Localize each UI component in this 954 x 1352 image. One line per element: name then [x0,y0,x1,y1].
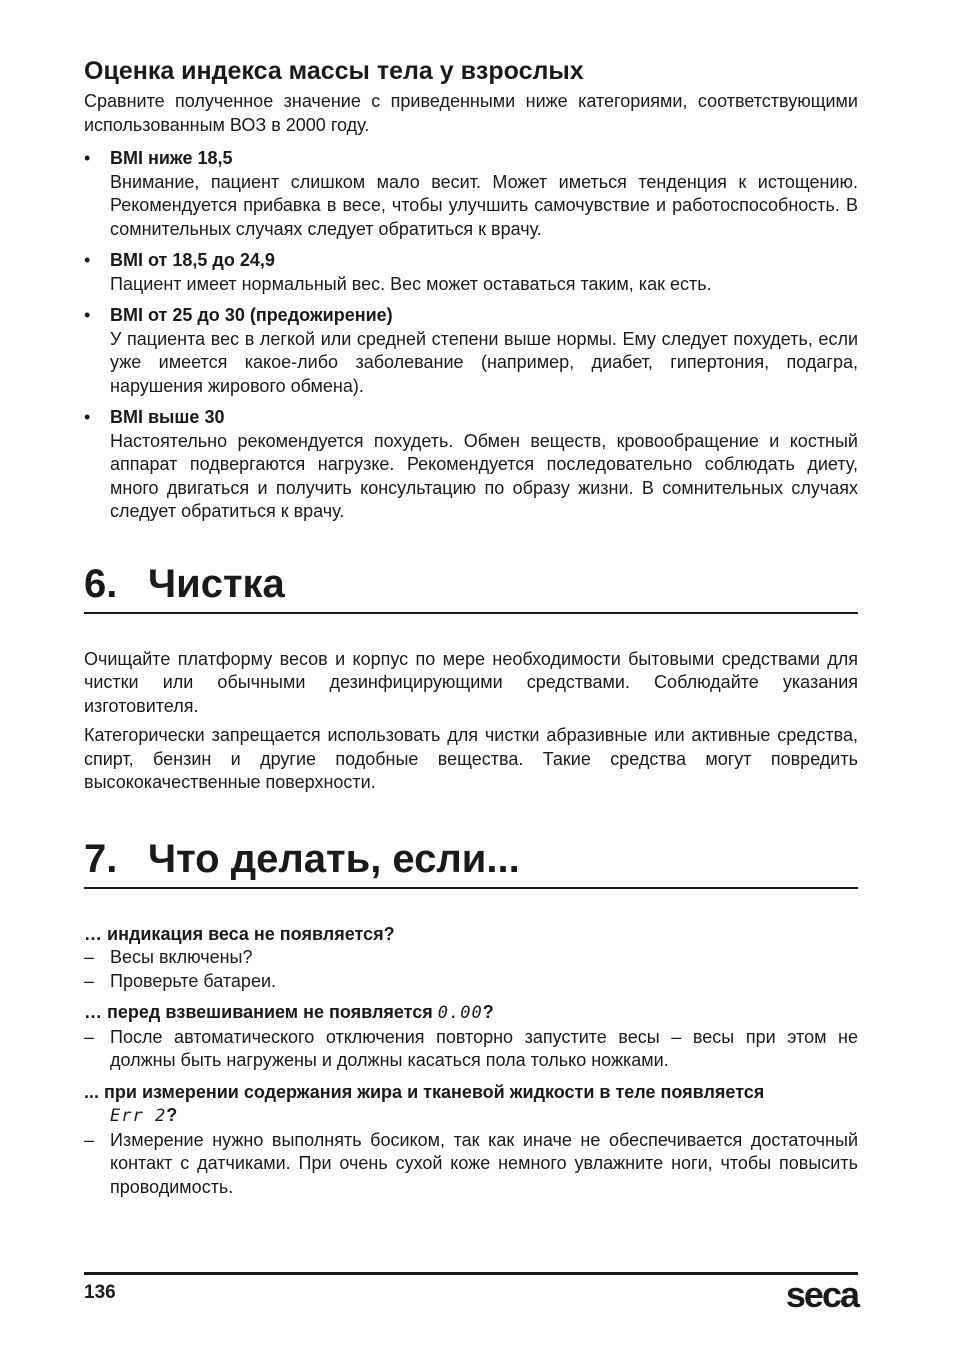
list-item [84,304,858,398]
bmi-heading: Оценка индекса массы тела у взрослых [84,57,584,85]
dash-icon: – [84,947,95,967]
section-cleaning [84,560,858,795]
cleaning-paragraph-1: Очищайте платформу весов и корпус по мере необходимости бытовыми средствами для чистки или обычными дезинфицирующими средствами. Соблюдайте указания изготовителя. [84,648,858,716]
dash-icon: – [84,1026,95,1047]
list-item [84,406,858,524]
bmi-item-title: BMI от 18,5 до 24,9 [110,250,275,270]
question-2 [84,1001,858,1026]
section-7-heading [84,835,858,883]
question-1: … индикация веса не появляется? [84,923,395,944]
page-footer [84,1272,858,1315]
bmi-item-title: BMI выше 30 [110,407,225,427]
footer-divider [84,1272,858,1275]
section-7-body [84,923,858,1200]
bmi-item-text: Настоятельно рекомендуется похудеть. Обмен веществ, кровообращение и костный аппарат подвергаются нагрузке. Рекомендуется последовательно соблюдать диету, много двигаться и получить консультацию по образу жизни. В сомнительных случаях следует обратиться к врачу. [110,430,858,521]
lcd-display-zero: 0.00 [437,1003,483,1023]
dash-icon: – [84,970,95,991]
bmi-item-title: BMI от 25 до 30 (предожирение) [110,305,393,325]
question-mark: ? [166,1105,178,1125]
list-item [84,249,858,296]
section-6-title: Чистка [148,561,285,606]
question-text: … перед взвешиванием не появляется [84,1002,438,1022]
section-6-number: 6. [84,561,118,606]
section-7-number: 7. [84,836,118,881]
bmi-item-text: Внимание, пациент слишком мало весит. Может иметься тенденция к истощению. Рекомендуется прибавка в весе, чтобы улучшить самочувствие и работоспособность. В сомнительных случаях следует обратиться к врачу. [110,171,858,239]
heading-divider [84,887,858,889]
bullet-icon: • [84,305,91,325]
section-7-title: Что делать, если... [148,836,520,881]
heading-divider [84,612,858,614]
seca-logo: seca [785,1274,858,1315]
answer-text: Весы включены? [110,947,253,967]
question-text: ... при измерении содержания жира и тканевой жидкости в теле появляется [84,1081,765,1102]
lcd-display-error: Err 2 [110,1106,167,1126]
question-mark: ? [482,1002,494,1022]
answer-item [84,1129,858,1200]
page-number: 136 [84,1282,116,1303]
answer-text: Проверьте батареи. [110,970,277,991]
page-content [84,56,858,1199]
section-troubleshooting [84,835,858,1200]
bullet-icon: • [84,148,91,168]
answer-text: После автоматического отключения повторно запустите весы – весы при этом не должны быть нагружены и должны касаться пола только ножками. [110,1026,858,1070]
list-item [84,147,858,241]
bmi-item-text: У пациента вес в легкой или средней степени выше нормы. Ему следует похудеть, если уже имеется какое-либо заболевание (например, диабет, гипертония, подагра, нарушения жирового обмена). [110,328,858,396]
bmi-item-text: Пациент имеет нормальный вес. Вес может оставаться таким, как есть. [110,273,712,294]
section-6-heading [84,560,858,608]
answer-item [84,970,858,994]
bullet-icon: • [84,250,91,270]
question-3 [84,1081,858,1129]
answer-item [84,1026,858,1073]
cleaning-paragraph-2: Категорически запрещается использовать для чистки абразивные или активные средства, спирт, бензин и другие подобные вещества. Такие средства могут повредить высококачественные поверхности. [84,725,858,792]
dash-icon: – [84,1129,95,1150]
bmi-item-title: BMI ниже 18,5 [110,148,233,168]
answer-text: Измерение нужно выполнять босиком, так как иначе не обеспечивается достаточный контакт с датчиками. При очень сухой коже немного увлажните ноги, чтобы повысить проводимость. [110,1129,858,1197]
bullet-icon: • [84,407,91,427]
answer-item [84,946,858,970]
bmi-section [84,56,858,524]
bmi-list [84,147,858,524]
bmi-intro: Сравните полученное значение с приведенными ниже категориями, соответствующими использованным ВОЗ в 2000 году. [84,91,858,135]
section-6-body [84,648,858,795]
